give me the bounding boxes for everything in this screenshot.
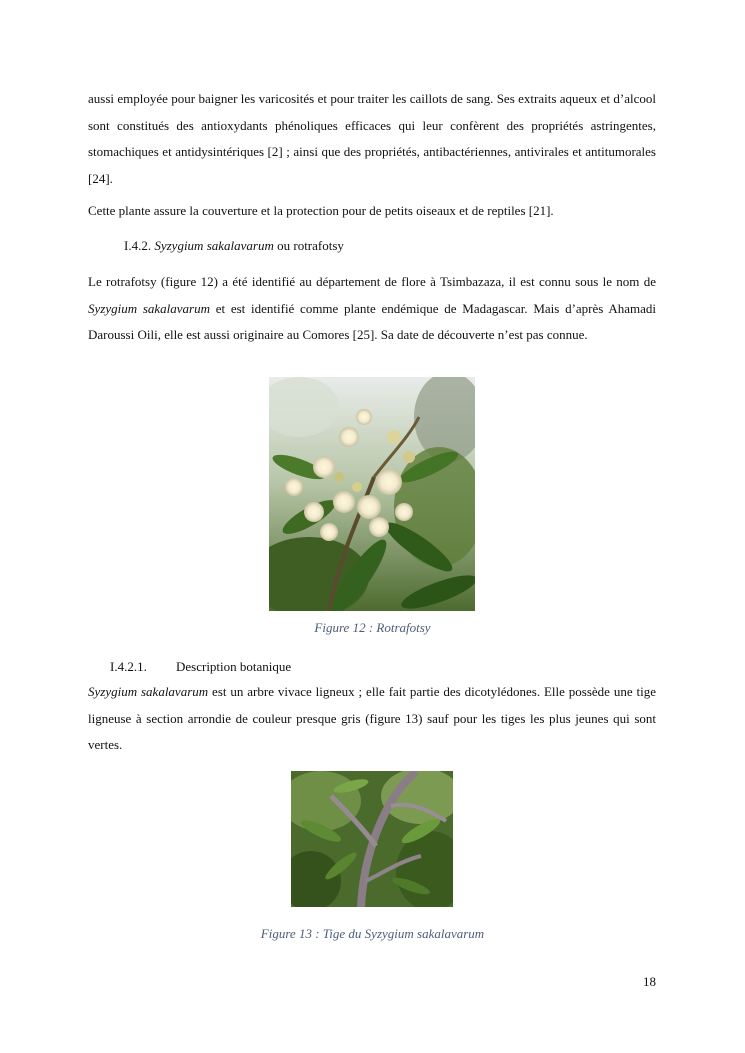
- section-heading-syzygium: [124, 237, 344, 255]
- paragraph-extraits: aussi employée pour baigner les varicosités et pour traiter les caillots de sang. Ses extraits aqueux et d’alcool sont constitués des antioxydants phénoliques efficaces qui leur confèrent des propriétés astringentes, stomachiques et antidysintériques [2] ; ainsi que des propriétés, antibactériennes, antivirales et antitumorales [24].: [88, 91, 656, 186]
- figure-13-photo: [291, 771, 453, 907]
- figure-12-caption: Figure 12 : Rotrafotsy: [314, 620, 431, 635]
- figure-12-photo: [269, 377, 475, 611]
- page-number: 18: [643, 974, 656, 989]
- paragraph-text-a: Le rotrafotsy (figure 12) a été identifié au département de flore à Tsimbazaza, il est connu sous le nom de: [88, 274, 656, 289]
- rotrafotsy-photo-image: [269, 377, 475, 611]
- figure-13-caption: Figure 13 : Tige du Syzygium sakalavarum: [260, 926, 485, 941]
- section-title-rest: ou rotrafotsy: [273, 238, 344, 253]
- syzygium-stem-photo-image: [291, 771, 453, 907]
- paragraph-text-italic: Syzygium sakalavarum: [88, 300, 210, 316]
- paragraph-description: [88, 679, 656, 759]
- subsection-heading-description: [110, 658, 291, 676]
- paragraph-description-text: est un arbre vivace ligneux ; elle fait partie des dicotylédones. Elle possède une tige ligneuse à section arrondie de couleur presque gris (figure 13) sauf pour les tiges les plus jeunes qui sont vertes.: [88, 684, 656, 752]
- paragraph-couverture: Cette plante assure la couverture et la protection pour de petits oiseaux et de reptiles [21].: [88, 203, 554, 218]
- subsection-number: I.4.2.1.: [110, 659, 147, 674]
- paragraph-text-b: et est identifié comme plante endémique de Madagascar. Mais d’après Ahamadi Daroussi Oili, elle est aussi originaire au Comores [25]. Sa date de découverte n’est pas connue.: [88, 300, 656, 342]
- paragraph-species-italic: Syzygium sakalavarum: [88, 684, 209, 699]
- paragraph-rotrafotsy: [88, 269, 656, 349]
- subsection-title: Description botanique: [176, 659, 292, 674]
- section-title-italic: Syzygium sakalavarum: [154, 238, 274, 253]
- section-number: I.4.2.: [124, 238, 152, 253]
